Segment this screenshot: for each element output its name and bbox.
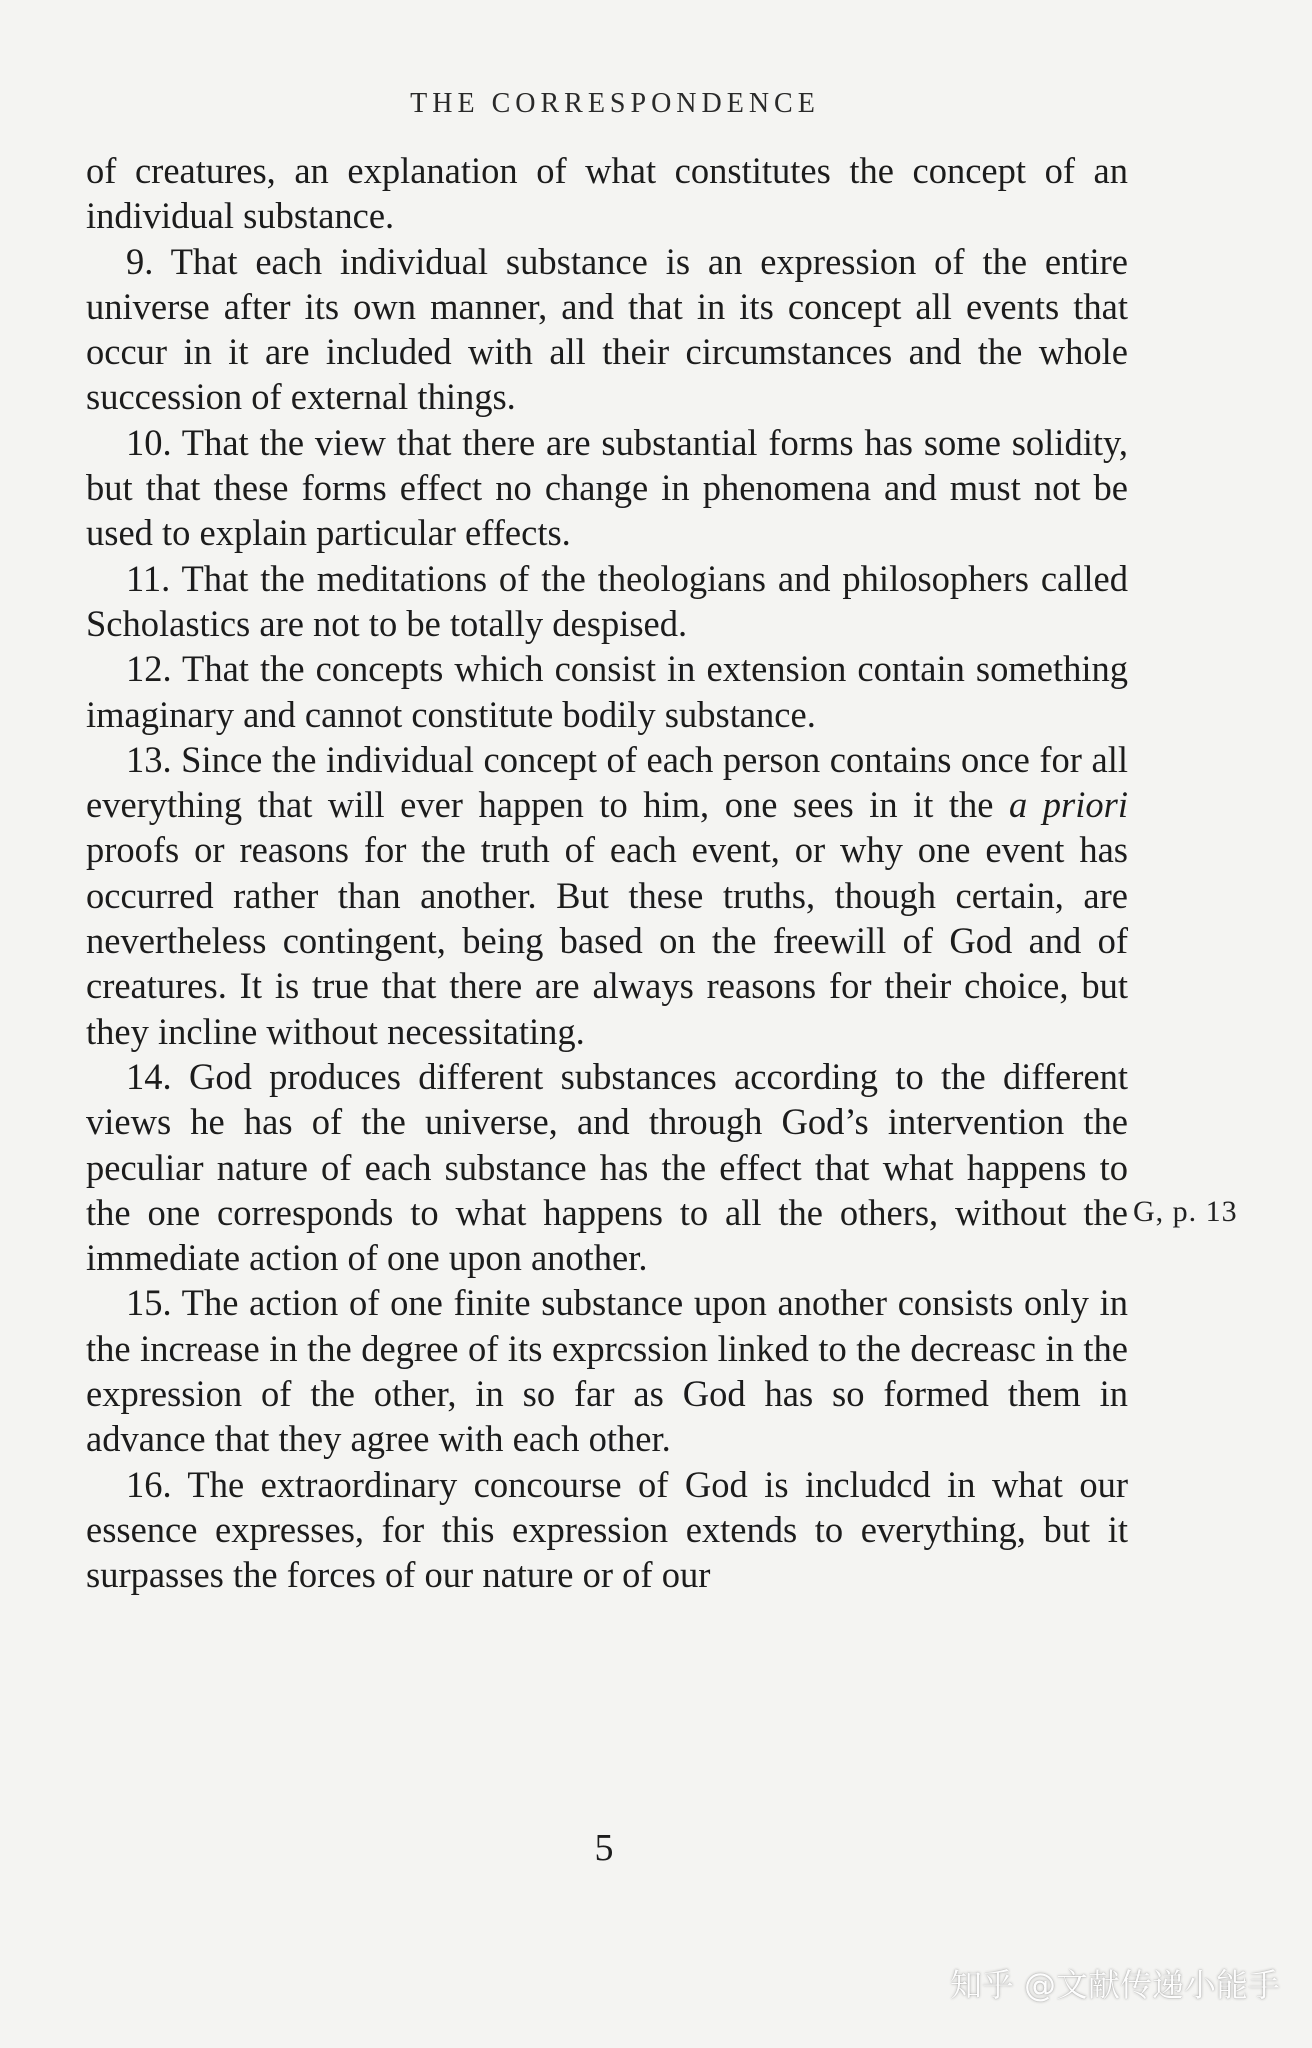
paragraph-number: 10. [126, 421, 172, 463]
paragraph-number: 15. [126, 1282, 172, 1324]
paragraph-16 [86, 1462, 1128, 1598]
paragraph-number: 16. [126, 1463, 172, 1505]
paragraph-9 [86, 239, 1128, 420]
paragraph-continuation [86, 148, 1128, 239]
paragraph-text: proofs or reasons for the truth of each event, or why one event has occurred rather than another. But these truths, though certain, are nevertheless contingent, being based on the freewill of God and of creatures. It is true that there are always reasons for their choice, but they incline without necessitating. [86, 829, 1128, 1052]
paragraph-text: That each individual substance is an expression of the entire universe after its own manner, and that in its concept all events that occur in it are included with all their circumstances and the whole succession of external things. [86, 240, 1128, 418]
paragraph-text: The action of one finite substance upon another consists only in the increase in the degree of its exprcssion linked to the decreasc in the expression of the other, in so far as God has so formed them in advance that they agree with each other. [86, 1282, 1128, 1460]
italic-phrase: a priori [1009, 784, 1128, 826]
margin-reference: G, p. 13 [1133, 1195, 1238, 1228]
paragraph-text: of creatures, an explanation of what constitutes the concept of an individual substance. [86, 150, 1128, 237]
page-number: 5 [594, 1827, 614, 1869]
paragraph-text: Since the individual concept of each person contains once for all everything that will ever happen to him, one sees in it the [86, 738, 1128, 826]
paragraph-12 [86, 646, 1128, 737]
paragraph-text: That the meditations of the theologians and philosophers called Scholastics are not to be totally despised. [86, 557, 1128, 644]
paragraph-number: 9. [126, 240, 154, 282]
paragraph-15 [86, 1280, 1128, 1461]
paragraph-10 [86, 420, 1128, 556]
paragraph-number: 14. [126, 1055, 172, 1097]
running-head: THE CORRESPONDENCE [410, 88, 820, 119]
paragraph-number: 12. [126, 648, 172, 690]
paragraph-14 [86, 1054, 1128, 1280]
paragraph-text: That the concepts which consist in extension contain something imaginary and cannot constitute bodily substance. [86, 648, 1128, 735]
paragraph-number: 13. [126, 738, 172, 780]
paragraph-number: 11. [126, 557, 171, 599]
paragraph-text: The extraordinary concourse of God is includcd in what our essence expresses, for this expression extends to everything, but it surpasses the forces of our nature or of our [86, 1463, 1128, 1596]
paragraph-13 [86, 737, 1128, 1054]
paragraph-11 [86, 556, 1128, 647]
watermark: 知乎 @文献传递小能手 [949, 1966, 1280, 2004]
paragraph-text: God produces different substances according to the different views he has of the universe, and through God’s intervention the peculiar nature of each substance has the effect that what happens to the one corresponds to what happens to all the others, without the immediate action of one upon another. [86, 1055, 1128, 1279]
paragraph-text: That the view that there are substantial forms has some solidity, but that these forms effect no change in phenomena and must not be used to explain particular effects. [86, 421, 1128, 554]
body-text [86, 148, 1128, 1598]
